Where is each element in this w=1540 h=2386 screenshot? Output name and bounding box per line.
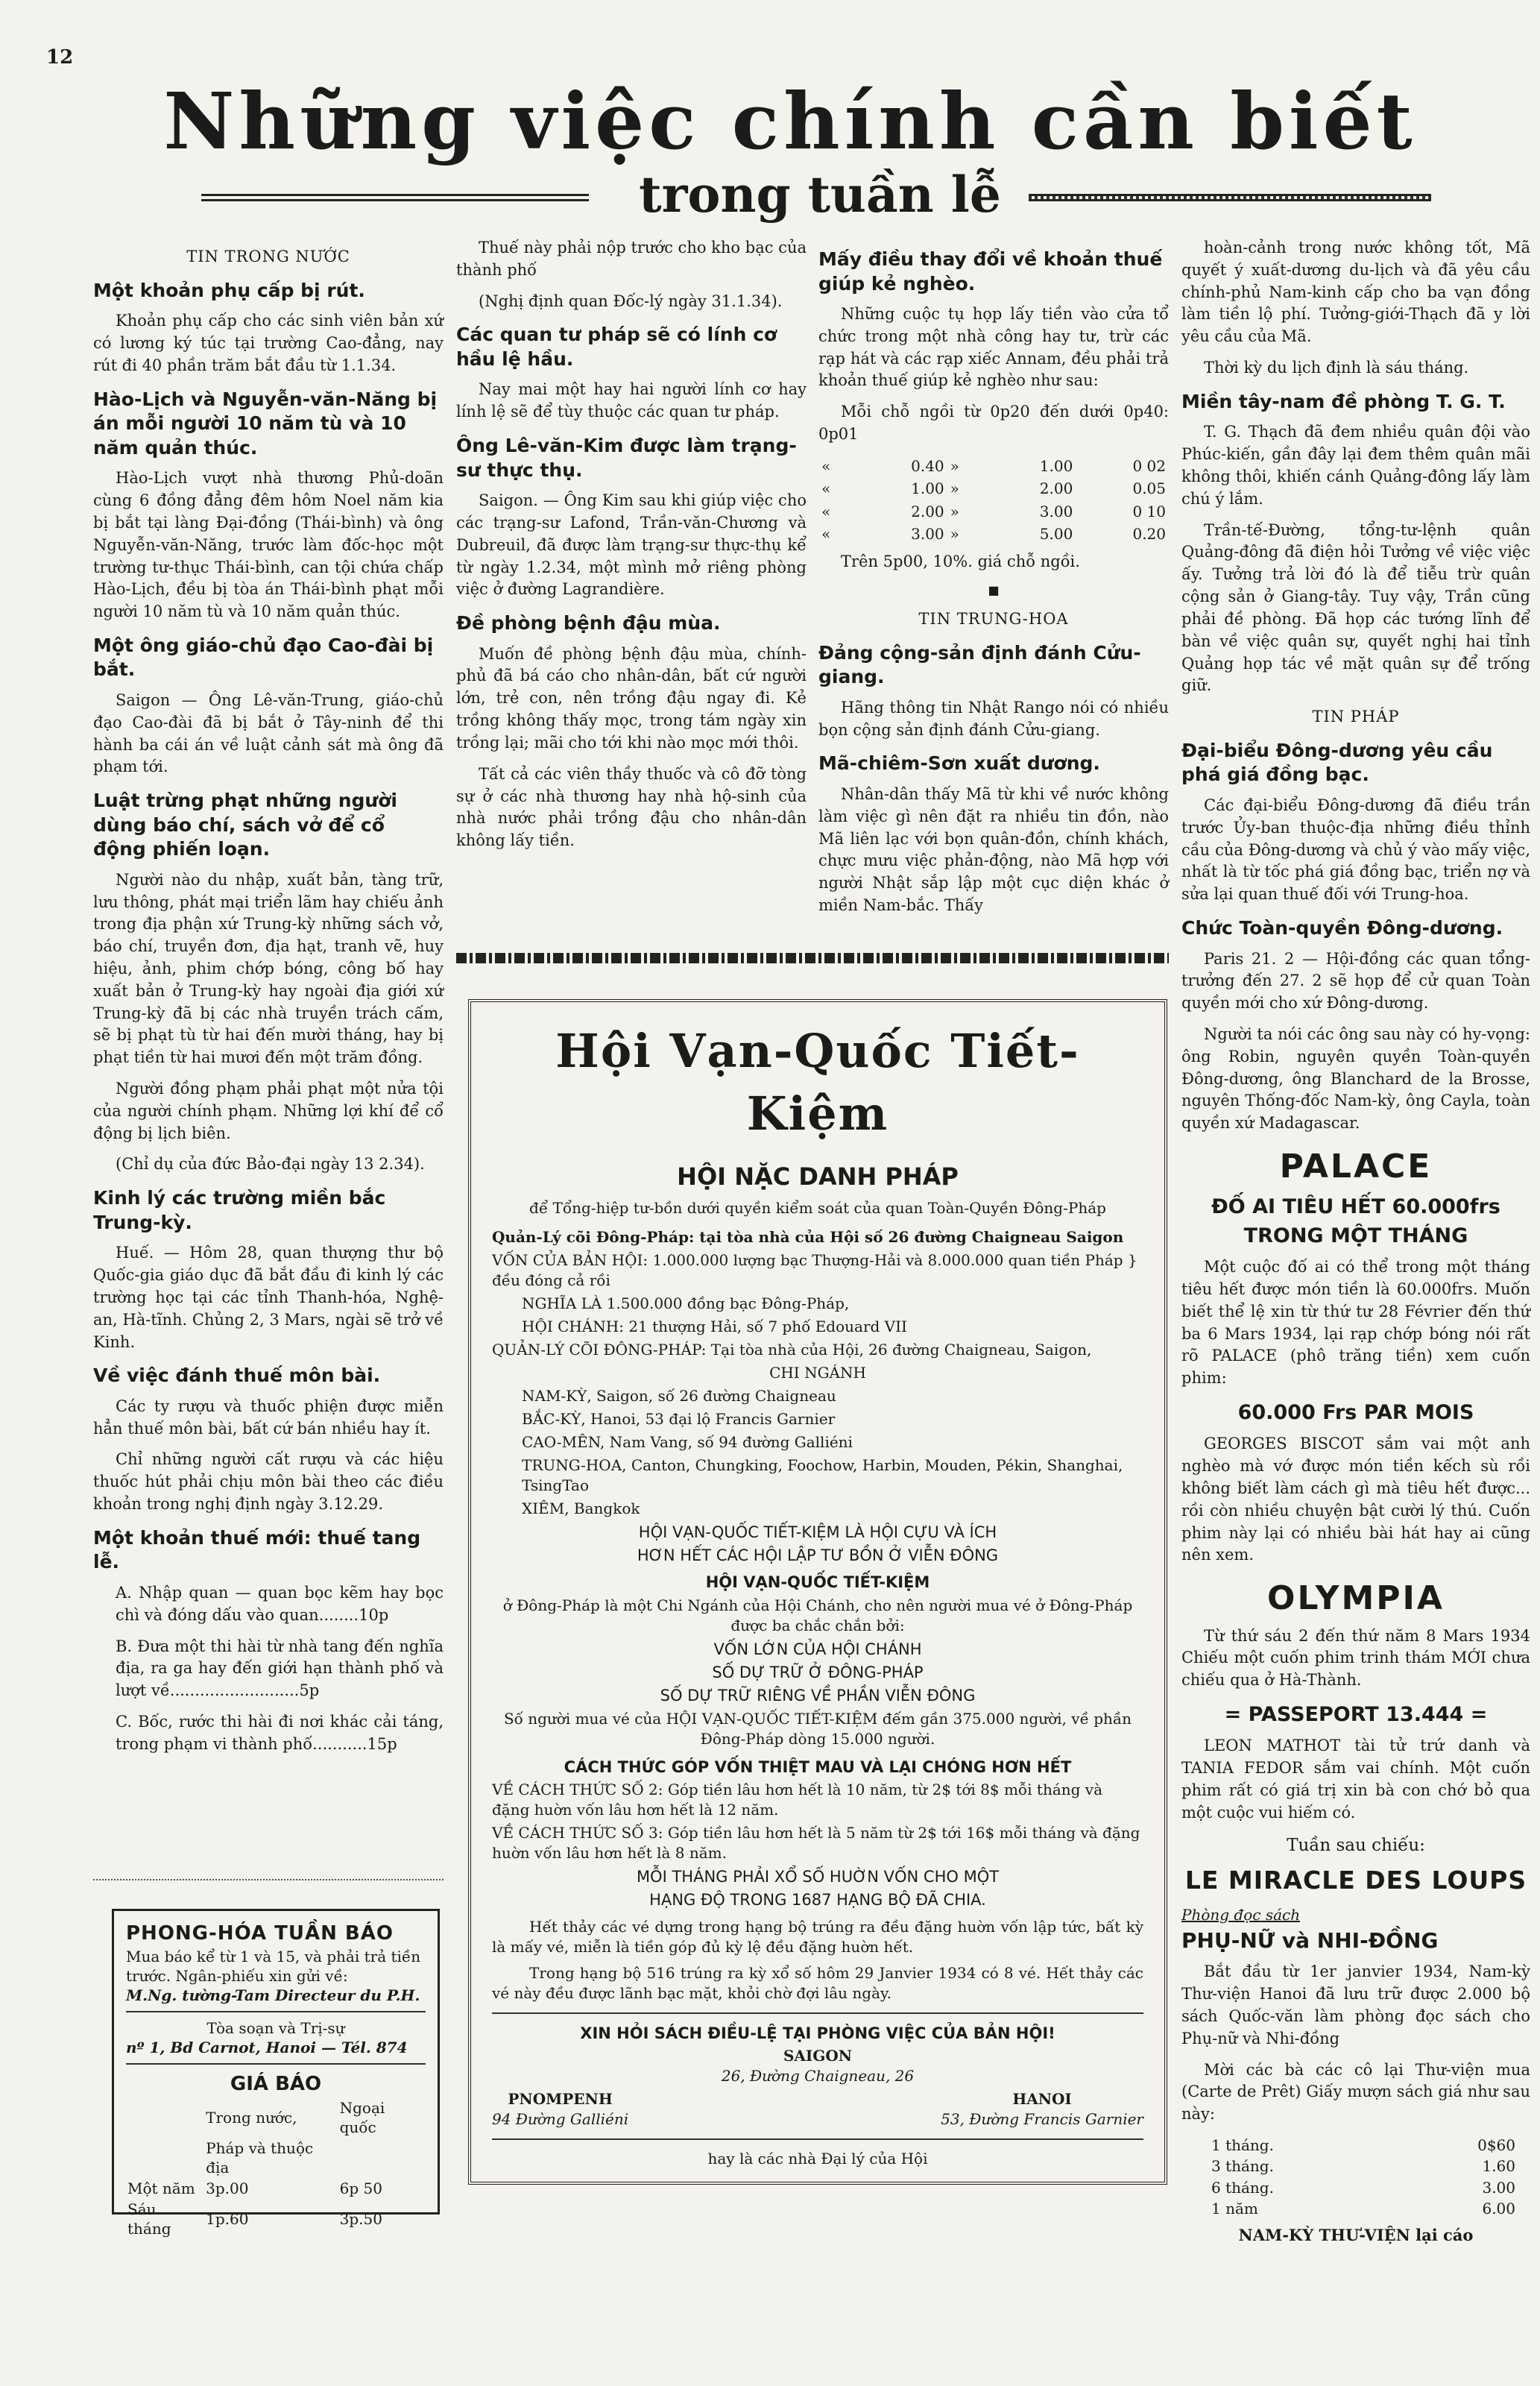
price-period: 1 năm xyxy=(1211,2200,1258,2218)
rate-to: 1.00 xyxy=(1039,456,1073,475)
article-title: Kinh lý các trường miền bắc Trung-kỳ. xyxy=(93,1187,386,1233)
price-period: 6 tháng. xyxy=(1211,2178,1274,2197)
price-title: GIÁ BÁO xyxy=(230,2072,322,2095)
article-title: Đề phòng bệnh đậu mùa. xyxy=(456,612,721,635)
list-item xyxy=(1211,2135,1530,2156)
section-france: TIN PHÁP xyxy=(1312,708,1400,726)
hoi-van-quoc-advert xyxy=(468,999,1167,2185)
library-para: Mời các bà các cô lại Thư-viện mua (Carte de Prêt) Giấy mượn sách giá như sau này: xyxy=(1181,2060,1530,2124)
advert-hoi-chanh: HỘI CHÁNH: 21 thượng Hải, số 7 phố Edouard VII xyxy=(522,1317,907,1335)
article-title: Mã-chiêm-Sơn xuất dương. xyxy=(818,752,1100,775)
advert-vq-label: HỘI VẠN-QUỐC TIẾT-KIỆM xyxy=(705,1573,930,1592)
rate-tax: 0.20 xyxy=(1132,525,1166,544)
rate-from: 0.40 xyxy=(911,456,944,475)
article-title: Hào-Lịch và Nguyễn-văn-Năng bị án mỗi người 10 năm tù và 10 năm quản thúc. xyxy=(93,388,438,459)
library-para: Bắt đầu từ 1er janvier 1934, Nam-kỳ Thư-viện Hanoi đã lưu trữ được 2.000 bộ sách Quốc-văn làm phòng đọc sách cho Phụ-nữ và Nhi-đồng xyxy=(1181,1962,1530,2047)
rate-to: 5.00 xyxy=(1039,525,1073,544)
article-para: Khoản phụ cấp cho các sinh viên bản xứ có lương ký túc tại trường Cao-đẳng, nay rút đi 40 phần trăm bắt đầu từ 1.1.34. xyxy=(93,312,444,374)
list-item: XIÊM, Bangkok xyxy=(522,1499,640,1517)
article-para: Nay mai một hay hai người lính cơ hay lính lệ sẽ để tùy thuộc các quan tư pháp. xyxy=(456,380,807,421)
subheadline: trong tuần lễ xyxy=(639,166,1001,224)
section-china: TIN TRUNG-HOA xyxy=(918,609,1069,628)
article-title: Chức Toàn-quyền Đông-dương. xyxy=(1181,917,1503,939)
pnompenh-label: PNOMPENH xyxy=(508,2090,613,2108)
page-number: 12 xyxy=(46,46,74,69)
article-para: Hào-Lịch vượt nhà thương Phủ-doãn cùng 6 đồng đẳng đêm hôm Noel năm kia bị bắt tại làng Đại-đồng (Thái-bình) và ông Nguyễn-văn-Năng, trước làm đốc-học một trường tư-thục Thái-bình, can tội chứa chấp Hào-Lịch, đều bị tòa án Thái-bình phạt mỗi người 10 năm tù và 10 năm quản thúc. xyxy=(93,469,444,621)
advert-nghia: NGHĨA LÀ 1.500.000 đồng bạc Đông-Pháp, xyxy=(522,1294,850,1312)
olympia-next-film: LE MIRACLE DES LOUPS xyxy=(1184,1866,1527,1895)
phong-hoa-box xyxy=(112,1909,440,2238)
article-para: Những cuộc tụ họp lấy tiền vào cửa tổ chức trong một nhà công hay tư, trừ các rạp hát và các rạp xiếc Annam, đều phải trả khoản thuế giúp kẻ nghèo như sau: xyxy=(818,305,1169,390)
olympia-next-label: Tuần sau chiếu: xyxy=(1287,1835,1425,1855)
price-label: Một năm xyxy=(127,2179,195,2197)
library-footer: NAM-KỲ THƯ-VIỆN lại cáo xyxy=(1238,2225,1474,2244)
article-para: Các ty rượu và thuốc phiện được miễn hẳn thuế môn bài, bất cứ bán nhiều hay ít. xyxy=(93,1397,444,1438)
article-para: Trên 5p00, 10%. giá chỗ ngồi. xyxy=(841,553,1080,571)
article-title: Ông Lê-văn-Kim được làm trạng-sư thực thụ. xyxy=(456,435,797,481)
hanoi-address: 53, Đường Francis Garnier xyxy=(941,2110,1143,2128)
advert-members: Số người mua vé của HỘI VẠN-QUỐC TIẾT-KIỆM đếm gần 375.000 người, về phần Đông-Pháp dòng 15.000 người. xyxy=(503,1709,1132,1748)
right-rule xyxy=(1029,194,1431,201)
article-para: Tất cả các viên thầy thuốc và cô đỡ tòng sự ở các nhà thương hay nhà hộ-sinh của nhà nước phải trồng đậu cho nhân-dân không lấy tiền. xyxy=(456,764,807,850)
article-para: Paris 21. 2 — Hội-đồng các quan tổng-trưởng đến 27. 2 sẽ họp để cử quan Toàn quyền mới cho xứ Đông-dương. xyxy=(1181,949,1530,1013)
article-para: Chỉ những người cất rượu và các hiệu thuốc hút phải chịu môn bài theo các điều khoản trong nghị định ngày 3.12.29. xyxy=(93,1450,444,1514)
article-para: Saigon. — Ông Kim sau khi giúp việc cho các trạng-sư Lafond, Trần-văn-Chương và Dubreuil, đã được làm trạng-sư thực-thụ kể từ ngày 1.2.34, một mình mở riêng phòng việc ở đường Lagrandière. xyxy=(456,491,807,599)
list-item: VỐN LỚN CỦA HỘI CHÁNH xyxy=(713,1640,922,1658)
phong-hoa-director: M.Ng. tường-Tam Directeur du P.H. xyxy=(126,1986,420,2004)
table-row: « 3.00 » 5.00 0.20 xyxy=(818,523,1169,545)
advert-para: Trong hạng bộ 516 trúng ra kỳ xổ số hôm 29 Janvier 1934 có 8 vé. Hết thảy các vé này đều được lãnh bạc mặt, khỏi chờ đợi lâu ngày. xyxy=(492,1963,1143,2002)
list-item xyxy=(1211,2177,1530,2198)
advert-para: Hết thảy các vé dựng trong hạng bộ trúng ra đều đặng huờn vốn lập tức, bất kỳ là mấy vé, miễn là tiền góp đủ kỳ lệ đều đặng huờn hết. xyxy=(492,1917,1143,1956)
rate-to: 2.00 xyxy=(1039,479,1073,498)
article-title: Một ông giáo-chủ đạo Cao-đài bị bắt. xyxy=(93,634,434,681)
list-item: B. Đưa một thi hài từ nhà tang đến nghĩa địa, ra ga hay đến giới hạn thành phố và lượt về..........................5p xyxy=(116,1637,444,1700)
table-row: « 1.00 » 2.00 0.05 xyxy=(818,477,1169,500)
article-para: Người đồng phạm phải phạt một nửa tội của người chính phạm. Những lợi khí để cổ động bị lịch biên. xyxy=(93,1080,444,1142)
list-item xyxy=(1211,2198,1530,2219)
price-col-a: Trong nước, xyxy=(206,2108,297,2127)
advert-method-title: CÁCH THỨC GÓP VỐN THIỆT MAU VÀ LẠI CHÓNG HƠN HẾT xyxy=(564,1757,1072,1776)
article-title: Miền tây-nam đề phòng T. G. T. xyxy=(1181,390,1506,412)
phong-hoa-office: Tòa soạn và Trị-sự xyxy=(206,2018,345,2037)
price-value: 6.00 xyxy=(1482,2200,1515,2218)
phong-hoa-title: PHONG-HÓA TUẦN BÁO xyxy=(126,1922,394,1945)
price-a: 1p.60 xyxy=(206,2209,249,2228)
palace-desc: GEORGES BISCOT sắm vai một anh nghèo mà vớ được món tiền kếch sù rồi không biết làm cách gì mà tiêu hết được... rồi còn nhiều chuyện bật cười lý thú. Cuốn phim này lại có nhiều bài hát hay ai cũng nên xem. xyxy=(1181,1435,1530,1564)
article-title: Về việc đánh thuế môn bài. xyxy=(93,1364,381,1387)
advert-lottery: MỖI THÁNG PHẢI XỔ SỐ HUỜN VỐN CHO MỘT xyxy=(636,1867,1000,1886)
article-title: Đại-biểu Đông-dương yêu cầu phá giá đồng bạc. xyxy=(1181,739,1493,786)
price-value: 3.00 xyxy=(1482,2178,1515,2197)
price-label: Sáu tháng xyxy=(127,2200,171,2238)
palace-name: PALACE xyxy=(1279,1148,1433,1186)
pnompenh-block xyxy=(492,2089,628,2130)
list-item: SỐ DỰ TRỮ RIÊNG VỀ PHẦN VIỄN ĐÔNG xyxy=(660,1687,976,1705)
advert-footer-saigon-addr: 26, Đường Chaigneau, 26 xyxy=(721,2067,915,2085)
table-row xyxy=(126,2178,426,2199)
article-para: Nhân-dân thấy Mã từ khi về nước không làm việc gì nên đặt ra nhiều tin đồn, nào Mã liên lạc với bọn quân-đồn, chính khách, chực mưu việc phản-động, nào Mã hợp với người Nhật sắp lập một cục diện khác ở miền Nam-bắc. Thấy xyxy=(818,784,1169,914)
divider xyxy=(126,2063,426,2065)
list-item: CAO-MÊN, Nam Vang, số 94 đường Galliéni xyxy=(522,1432,853,1451)
article-para: Saigon — Ông Lê-văn-Trung, giáo-chủ đạo Cao-đài đã bị bắt ở Tây-ninh để thi hành ba cái án về luật cảnh sát mà ông đã phạm tới. xyxy=(93,690,444,776)
phong-hoa-line: Mua báo kể từ 1 và 15, và phải trả tiền trước. Ngân-phiếu xin gửi về: xyxy=(126,1947,421,1985)
ornament-rule xyxy=(456,953,1169,963)
column-2 xyxy=(456,237,807,861)
price-period: 3 tháng. xyxy=(1211,2157,1274,2176)
advert-capital: VỐN CỦA BẢN HỘI: 1.000.000 lượng bạc Thượng-Hải và 8.000.000 quan tiền Pháp } đều đóng cả rồi xyxy=(492,1250,1137,1289)
rate-tax: 0.05 xyxy=(1132,479,1166,498)
table-row xyxy=(126,2199,426,2239)
advert-quan-ly: QUẢN-LÝ CÕI ĐÔNG-PHÁP: Tại tòa nhà của Hội, 26 đường Chaigneau, Saigon, xyxy=(492,1340,1092,1359)
advert-subtitle: HỘI NẶC DANH PHÁP xyxy=(677,1162,959,1192)
advert-method: VỀ CÁCH THỨC SỐ 2: Góp tiền lâu hơn hết là 10 năm, từ 2$ tới 8$ mỗi tháng và đặng huờn vốn lâu hơn hết là 12 năm. xyxy=(492,1780,1103,1819)
palace-film: 60.000 Frs PAR MOIS xyxy=(1237,1401,1474,1424)
advert-agents: hay là các nhà Đại lý của Hội xyxy=(707,2150,928,2168)
article-para: (Nghị định quan Đốc-lý ngày 31.1.34). xyxy=(479,292,783,310)
rate-tax: 0 10 xyxy=(1132,502,1166,520)
palace-para: Một cuộc đố ai có thể trong một tháng tiêu hết được món tiền là 60.000frs. Muốn biết thể lệ xin từ thứ tư 28 Février đến thứ ba 6 Mars 1934, lại rạp chớp bóng nói rất rõ PALACE (phô trăng tiền) xem cuốn phim: xyxy=(1181,1258,1530,1388)
headline: Những việc chính cần biết xyxy=(163,75,1417,167)
hanoi-label: HANOI xyxy=(1012,2090,1072,2108)
rate-to: 3.00 xyxy=(1039,502,1073,520)
price-table xyxy=(126,2097,426,2239)
price-col-b: Ngoại quốc xyxy=(339,2098,385,2136)
section-mark: ■ xyxy=(988,583,1000,598)
advert-branch-addresses xyxy=(492,2089,1143,2130)
rate-from: 1.00 xyxy=(911,479,944,498)
advert-vq-desc: ở Đông-Pháp là một Chi Ngánh của Hội Chánh, cho nên người mua vé ở Đông-Pháp được ba chắc chắn bởi: xyxy=(502,1596,1133,1634)
price-value: 0$60 xyxy=(1477,2136,1515,2155)
article-para: (Chỉ dụ của đức Bảo-đại ngày 13 2.34). xyxy=(116,1155,425,1174)
divider xyxy=(492,2012,1143,2014)
divider xyxy=(126,2011,426,2012)
price-period: 1 tháng. xyxy=(1211,2136,1274,2155)
library-title: PHỤ-NỮ và NHI-ĐỒNG xyxy=(1181,1927,1439,1953)
olympia-name: OLYMPIA xyxy=(1267,1579,1445,1618)
price-value: 1.60 xyxy=(1482,2157,1515,2176)
advert-method: VỀ CÁCH THỨC SỐ 3: Góp tiền lâu hơn hết là 5 năm từ 2$ tới 16$ mỗi tháng và đặng huờn vốn lâu hơn hết là 8 năm. xyxy=(492,1823,1140,1862)
article-title: Luật trừng phạt những người dùng báo chí, sách vở để cổ động phiến loạn. xyxy=(93,790,397,860)
price-b: 6p 50 xyxy=(339,2179,382,2197)
table-row: « 0.40 » 1.00 0 02 xyxy=(818,455,1169,477)
column-4 xyxy=(1181,237,1530,2246)
divider xyxy=(492,2138,1143,2140)
article-para: Huế. — Hôm 28, quan thượng thư bộ Quốc-gia giáo dục đã bắt đầu đi kinh lý các trường học tại các tỉnh Thanh-hóa, Nghệ-an, Hà-tĩnh. Chủng 2, 3 Mars, ngài sẽ trở về Kinh. xyxy=(93,1244,444,1351)
article-para: Hãng thông tin Nhật Rango nói có nhiều bọn cộng sản định đánh Cửu-giang. xyxy=(818,698,1169,739)
article-title: Đảng cộng-sản định đánh Cửu-giang. xyxy=(818,641,1141,688)
rate-from: 2.00 xyxy=(911,502,944,520)
left-rule xyxy=(201,194,589,201)
palace-banner: ĐỐ AI TIÊU HẾT 60.000frs TRONG MỘT THÁNG xyxy=(1211,1195,1500,1247)
hanoi-block xyxy=(941,2089,1143,2130)
price-col-a2: Pháp và thuộc địa xyxy=(206,2138,314,2176)
olympia-film: = PASSEPORT 13.444 = xyxy=(1224,1703,1488,1727)
article-title: Mấy điều thay đổi về khoản thuế giúp kẻ nghèo. xyxy=(818,248,1163,295)
article-title: Các quan tư pháp sẽ có lính cơ hầu lệ hầu. xyxy=(456,324,777,370)
article-para: Muốn đề phòng bệnh đậu mùa, chính-phủ đã bá cáo cho nhân-dân, bất cứ người lớn, trẻ con, nên trồng đậu ngay đi. Kẻ trồng không thấy mọc, trong tám ngày xin trồng lại; mãi cho tới khi nào mọc mới thôi. xyxy=(456,644,807,752)
list-item: NAM-KỲ, Saigon, số 26 đường Chaigneau xyxy=(522,1386,836,1405)
subheadline-row xyxy=(149,166,1431,225)
divider xyxy=(93,1879,444,1880)
advert-slogan: HỘI VẠN-QUỐC TIẾT-KIỆM LÀ HỘI CỰU VÀ ÍCH xyxy=(638,1523,997,1541)
olympia-para: Từ thứ sáu 2 đến thứ năm 8 Mars 1934 Chiếu một cuốn phim trinh thám MỚI chưa chiếu qua ở Hà-Thành. xyxy=(1181,1626,1530,1690)
article-para: Thời kỳ du lịch định là sáu tháng. xyxy=(1204,359,1469,377)
article-para: T. G. Thạch đã đem nhiều quân đội vào Phúc-kiến, gần đây lại đem thêm quân mãi không thôi, khiến cánh Quảng-đông lấy làm chú ý lắm. xyxy=(1181,423,1530,508)
list-item xyxy=(1211,2156,1530,2176)
rate-from: 3.00 xyxy=(911,525,944,544)
article-para: Các đại-biểu Đông-dương đã điều trần trước Ủy-ban thuộc-địa những điều thỉnh cầu của Đông-dương và chủ ý vào mấy việc, nhất là từ tốc phá giá đồng bạc, triển nợ và sửa lại quan thuế đối với Trung-hoa. xyxy=(1181,796,1530,904)
rate-tax: 0 02 xyxy=(1132,456,1166,475)
list-item: SỐ DỰ TRỮ Ở ĐÔNG-PHÁP xyxy=(712,1663,924,1681)
list-item: C. Bốc, rước thi hài đi nơi khác cải táng, trong phạm vi thành phố...........15p xyxy=(116,1712,444,1753)
library-price-list xyxy=(1181,2135,1530,2220)
article-title: Một khoản phụ cấp bị rút. xyxy=(93,279,365,301)
advert-branches-label: CHI NGÁNH xyxy=(769,1363,866,1382)
article-para: hoàn-cảnh trong nước không tốt, Mã quyết ý xuất-dương du-lịch và đã yêu cầu chính-phủ Nam-kinh cấp cho ba vạn đồng làm tiền lộ phí. Tưởng-giới-Thạch đã y lời yêu cầu của Mã. xyxy=(1181,239,1530,346)
table-row: « 2.00 » 3.00 0 10 xyxy=(818,500,1169,523)
article-title: Một khoản thuế mới: thuế tang lễ. xyxy=(93,1526,421,1573)
list-item: BẮC-KỲ, Hanoi, 53 đại lộ Francis Garnier xyxy=(522,1409,836,1428)
advert-hq: Quản-Lý cõi Đông-Pháp: tại tòa nhà của Hội số 26 đường Chaigneau Saigon xyxy=(492,1227,1124,1246)
article-para: Trần-tế-Đường, tổng-tư-lệnh quân Quảng-đông đã điện hỏi Tưởng về việc việc ấy. Tưởng trả lời đó là để tiễu trừ quân cộng sản ở Giang-tây. Tuy vậy, Trần cũng phải đề phòng. Đã họp các tướng lĩnh để bàn về việc quân sự, quyết nghị hai tỉnh Quảng họp tác về mặt quân sự để trống giữ. xyxy=(1181,520,1530,695)
phong-hoa-address: nº 1, Bd Carnot, Hanoi — Tél. 874 xyxy=(126,2038,408,2056)
article-para: Thuế này phải nộp trước cho kho bạc của thành phố xyxy=(456,239,807,279)
article-para: Người ta nói các ông sau này có hy-vọng: ông Robin, nguyên quyền Toàn-quyền Đông-dương, ông Blanchard de la Brosse, nguyên Thống-đốc Nam-kỳ, ông Cayla, toàn quyền xứ Madagascar. xyxy=(1181,1024,1530,1133)
section-domestic: TIN TRONG NƯỚC xyxy=(186,248,350,265)
advert-footer-saigon: SAIGON xyxy=(783,2047,853,2065)
advert-lottery: HẠNG ĐỘ TRONG 1687 HẠNG BỘ ĐÃ CHIA. xyxy=(649,1891,986,1910)
advert-desc: để Tổng-hiệp tư-bồn dưới quyền kiểm soát của quan Toàn-Quyền Đông-Pháp xyxy=(529,1198,1106,1217)
library-kicker: Phòng đọc sách xyxy=(1181,1906,1301,1924)
olympia-desc: LEON MATHOT tài tử trứ danh và TANIA FEDOR sắm vai chính. Một cuốn phim rất có giá trị xin bà con chớ bỏ qua một cuộc vui hiếm có. xyxy=(1181,1737,1530,1822)
price-b: 3p.50 xyxy=(339,2209,382,2228)
list-item: TRUNG-HOA, Canton, Chungking, Foochow, Harbin, Mouden, Pékin, Shanghai, TsingTao xyxy=(522,1455,1123,1494)
advert-title: Hội Vạn-Quốc Tiết-Kiệm xyxy=(555,1024,1080,1141)
advert-slogan: HƠN HẾT CÁC HỘI LẬP TƯ BỒN Ở VIỄN ĐÔNG xyxy=(637,1546,999,1564)
advert-footer-title: XIN HỎI SÁCH ĐIỀU-LỆ TẠI PHÒNG VIỆC CỦA BẢN HỘI! xyxy=(580,2024,1055,2042)
pnompenh-address: 94 Đường Galliéni xyxy=(492,2110,629,2128)
price-a: 3p.00 xyxy=(206,2179,249,2197)
rates-table xyxy=(818,455,1169,546)
article-para: Mỗi chỗ ngồi từ 0p20 đến dưới 0p40: 0p01 xyxy=(818,403,1169,444)
list-item: A. Nhập quan — quan bọc kẽm hay bọc chì và đóng dấu vào quan........10p xyxy=(116,1583,444,1624)
column-1 xyxy=(93,237,444,1765)
column-3 xyxy=(818,237,1169,926)
article-para: Người nào du nhập, xuất bản, tàng trữ, lưu thông, phát mại triển lãm hay chiếu ảnh trong địa phận xứ Trung-kỳ những sách vở, báo chí, truyền đơn, địa hạt, tranh vẽ, huy hiệu, ảnh, phim chớp bóng, công bố hay xuất bản ở Trung-kỳ hay ngoài địa giới xứ Trung-kỳ đã bị các nhà truyền trách cấm, sẽ bị phạt tù từ hai đến mười tháng, hay bị phạt tiền từ hai mươi đến một trăm đồng. xyxy=(93,870,444,1067)
